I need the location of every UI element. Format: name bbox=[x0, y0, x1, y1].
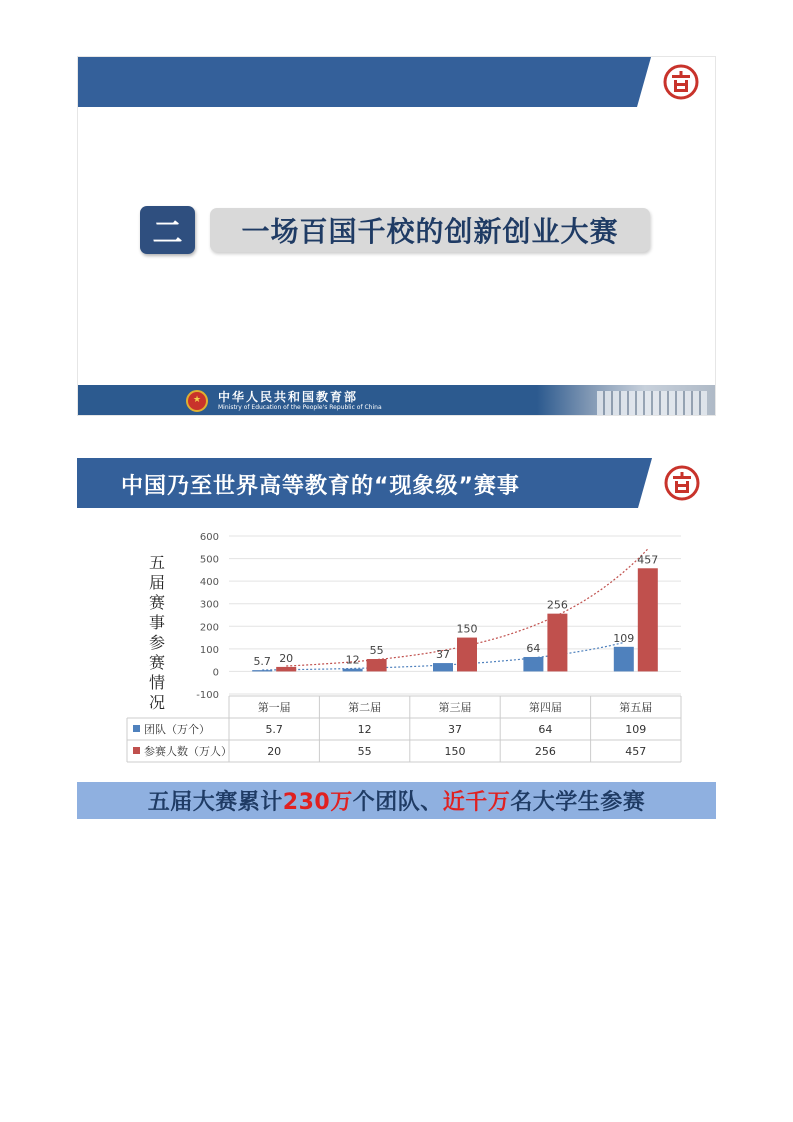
y-axis-ticks bbox=[196, 532, 219, 701]
building-photo bbox=[537, 385, 716, 416]
slide-section-title bbox=[77, 56, 716, 416]
ministry-name-en: Ministry of Education of the People's Republic of China bbox=[218, 404, 382, 411]
category-label: 第五届 bbox=[619, 701, 653, 714]
table-cell: 64 bbox=[538, 723, 553, 736]
table-cell: 457 bbox=[625, 745, 647, 758]
summary-text-mid: 个团队、 bbox=[352, 790, 443, 815]
y-tick-label: 0 bbox=[212, 667, 219, 679]
legend-label: 团队（万个） bbox=[144, 723, 210, 736]
summary-text-post: 名大学生参赛 bbox=[510, 790, 646, 815]
summary-highlight-students: 近千万 bbox=[442, 790, 511, 815]
table-cell: 20 bbox=[267, 745, 282, 758]
legend-swatch bbox=[133, 725, 140, 732]
data-label: 150 bbox=[456, 622, 478, 636]
data-label: 20 bbox=[279, 651, 294, 665]
section-number: 二 bbox=[140, 206, 195, 254]
bar-participants bbox=[638, 568, 658, 671]
y-tick-label: 100 bbox=[199, 644, 219, 656]
summary-text-pre: 五届大赛累计 bbox=[147, 790, 283, 815]
legend-label: 参赛人数（万人） bbox=[144, 745, 232, 758]
vertical-label-char: 赛 bbox=[148, 653, 166, 672]
table-cell: 37 bbox=[448, 723, 462, 736]
vertical-label-char: 五 bbox=[148, 553, 166, 572]
data-label: 5.7 bbox=[253, 655, 271, 669]
ministry-name-cn: 中华人民共和国教育部 bbox=[218, 390, 359, 404]
y-tick-label: -100 bbox=[196, 690, 219, 701]
category-label: 第一届 bbox=[257, 701, 291, 714]
bar-participants bbox=[457, 638, 477, 672]
table-cell: 5.7 bbox=[265, 723, 283, 736]
vertical-label-char: 赛 bbox=[148, 593, 166, 612]
vertical-label-char: 况 bbox=[148, 693, 166, 712]
vertical-label-char: 届 bbox=[148, 573, 166, 592]
y-tick-label: 600 bbox=[199, 532, 219, 543]
legend-swatch bbox=[133, 747, 140, 754]
table-cell: 256 bbox=[534, 745, 556, 758]
competition-logo-icon bbox=[664, 465, 700, 501]
category-label: 第四届 bbox=[528, 701, 562, 714]
chart-gridlines bbox=[229, 536, 681, 694]
trendlines bbox=[262, 549, 648, 670]
section-title: 一场百国千校的创新创业大赛 bbox=[210, 208, 650, 252]
bar-teams bbox=[433, 663, 453, 671]
vertical-axis-label bbox=[149, 553, 165, 712]
data-label: 457 bbox=[637, 553, 659, 567]
table-cell: 109 bbox=[625, 723, 647, 736]
bar-teams bbox=[523, 657, 543, 671]
header-bar bbox=[78, 57, 716, 107]
participation-chart bbox=[77, 508, 716, 768]
category-label: 第二届 bbox=[348, 701, 382, 714]
data-label: 256 bbox=[546, 598, 568, 612]
data-table bbox=[127, 696, 681, 762]
data-label: 109 bbox=[613, 631, 635, 645]
y-tick-label: 300 bbox=[199, 599, 219, 611]
header-bar bbox=[77, 458, 716, 508]
summary-banner bbox=[77, 782, 716, 819]
bar-participants bbox=[276, 667, 296, 672]
bar-participants bbox=[547, 614, 567, 672]
bar-teams bbox=[343, 669, 363, 672]
chart-bars bbox=[252, 568, 658, 671]
vertical-label-char: 参 bbox=[148, 633, 166, 652]
vertical-label-char: 事 bbox=[148, 613, 166, 632]
data-label: 64 bbox=[526, 641, 541, 655]
bar-participants bbox=[367, 659, 387, 671]
competition-logo-icon bbox=[663, 64, 699, 100]
footer-bar bbox=[78, 385, 716, 416]
data-label: 12 bbox=[345, 653, 360, 667]
y-tick-label: 500 bbox=[199, 554, 219, 566]
table-cell: 12 bbox=[357, 723, 372, 736]
y-tick-label: 200 bbox=[199, 622, 219, 634]
national-emblem-icon: ★ bbox=[186, 390, 208, 412]
bar-teams bbox=[614, 647, 634, 672]
data-label: 37 bbox=[436, 648, 450, 662]
bar-teams bbox=[252, 670, 272, 671]
vertical-label-char: 情 bbox=[148, 673, 166, 692]
summary-highlight-teams: 230万 bbox=[282, 790, 353, 815]
table-cell: 150 bbox=[444, 745, 466, 758]
slide-title: 中国乃至世界高等教育的“现象级”赛事 bbox=[121, 474, 520, 499]
slide-chart bbox=[77, 458, 716, 819]
data-labels bbox=[253, 553, 658, 668]
category-label: 第三届 bbox=[438, 701, 472, 714]
data-label: 55 bbox=[369, 644, 384, 658]
y-tick-label: 400 bbox=[199, 577, 219, 589]
table-cell: 55 bbox=[357, 745, 372, 758]
